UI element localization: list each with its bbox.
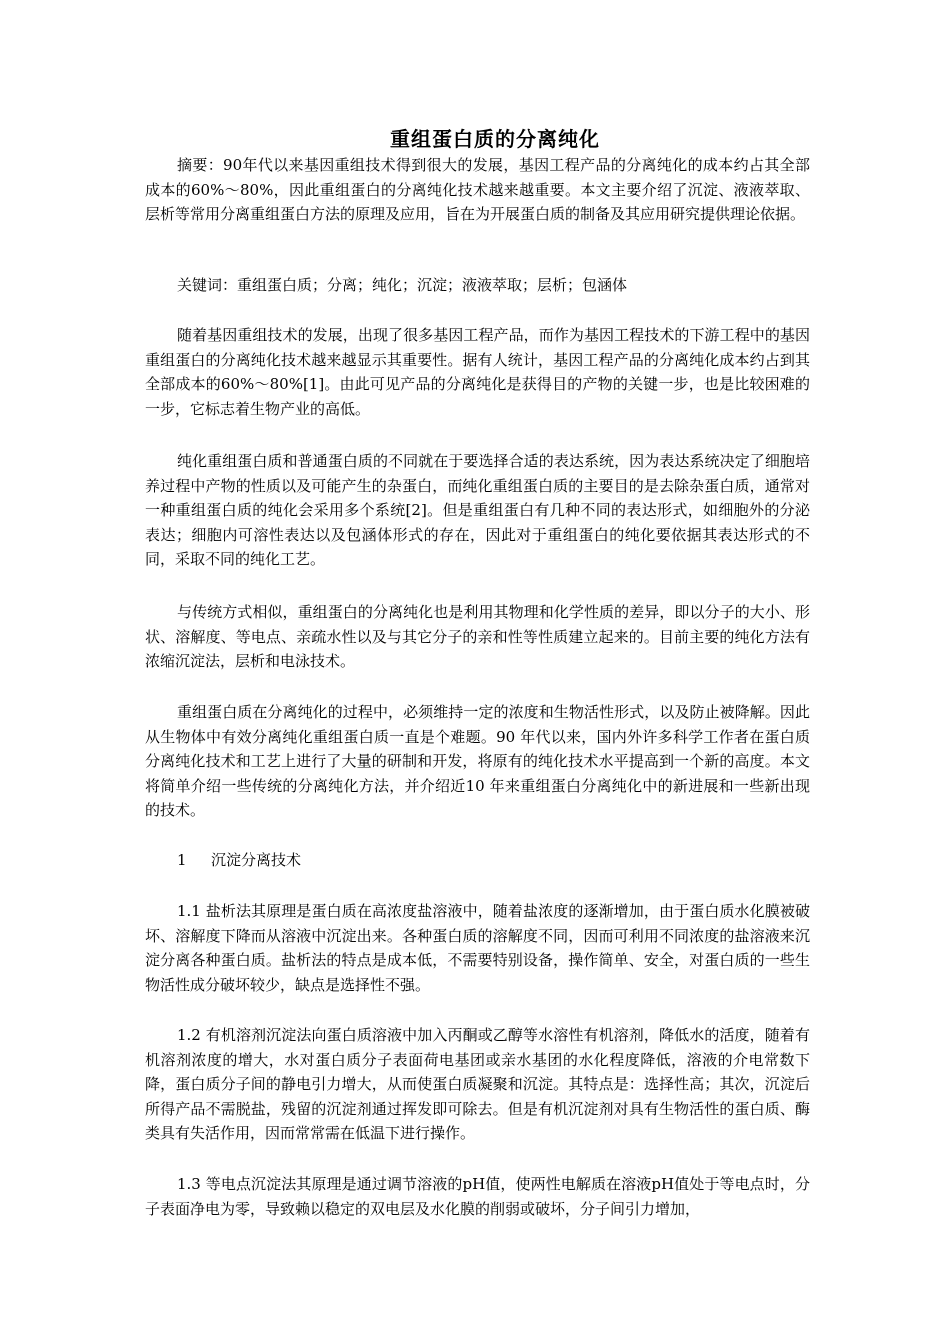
intro-paragraph-3: 与传统方式相似，重组蛋白的分离纯化也是利用其物理和化学性质的差异，即以分子的大小、形状、溶解度、等电点、亲疏水性以及与其它分子的亲和性等性质建立起来的。目前主要的纯化方法有浓缩沉淀法，层析和电泳技术。 [145, 603, 810, 670]
subsection-paragraph-1-1: 1.1 盐析法其原理是蛋白质在高浓度盐溶液中，随着盐浓度的逐渐增加，由于蛋白质水化膜被破坏、溶解度下降而从溶液中沉淀出来。各种蛋白质的溶解度不同，因而可利用不同浓度的盐溶液来沉淀分离各种蛋白质。盐析法的特点是成本低，不需要特别设备，操作简单、安全，对蛋白质的一些生物活性成分破坏较少，缺点是选择性不强。 [145, 902, 810, 994]
intro-paragraph-2: 纯化重组蛋白质和普通蛋白质的不同就在于要选择合适的表达系统，因为表达系统决定了细胞培养过程中产物的性质以及可能产生的杂蛋白，而纯化重组蛋白质的主要目的是去除杂蛋白质，通常对一种重组蛋白质的纯化会采用多个系统[2]。但是重组蛋白有几种不同的表达形式，如细胞外的分泌表达；细胞内可溶性表达以及包涵体形式的存在，因此对于重组蛋白的纯化要依据其表达形式的不同，采取不同的纯化工艺。 [145, 452, 810, 568]
document-title: 重组蛋白质的分离纯化 [390, 127, 600, 151]
abstract-paragraph: 摘要：90年代以来基因重组技术得到很大的发展，基因工程产品的分离纯化的成本约占其全部成本的60%～80%，因此重组蛋白的分离纯化技术越来越重要。本文主要介绍了沉淀、液液萃取、层析等常用分离重组蛋白方法的原理及应用，旨在为开展蛋白质的制备及其应用研究提供理论依据。 [145, 156, 810, 223]
intro-paragraph-4: 重组蛋白质在分离纯化的过程中，必须维持一定的浓度和生物活性形式，以及防止被降解。因此从生物体中有效分离纯化重组蛋白质一直是个难题。90 年代以来，国内外许多科学工作者在蛋白质分离纯化技术和工艺上进行了大量的研制和开发，将原有的纯化技术水平提高到一个新的高度。本文将简单介绍一些传统的分离纯化方法，并介绍近10 年来重组蛋白分离纯化中的新进展和一些新出现的技术。 [145, 703, 810, 819]
subsection-paragraph-1-2: 1.2 有机溶剂沉淀法向蛋白质溶液中加入丙酮或乙醇等水溶性有机溶剂，降低水的活度，随着有机溶剂浓度的增大，水对蛋白质分子表面荷电基团或亲水基团的水化程度降低，溶液的介电常数下降，蛋白质分子间的静电引力增大，从而使蛋白质凝聚和沉淀。其特点是：选择性高；其次，沉淀后所得产品不需脱盐，残留的沉淀剂通过挥发即可除去。但是有机沉淀剂对具有生物活性的蛋白质、酶类具有失活作用，因而常常需在低温下进行操作。 [145, 1026, 810, 1142]
section-title: 沉淀分离技术 [211, 851, 302, 869]
intro-paragraph-1: 随着基因重组技术的发展，出现了很多基因工程产品，而作为基因工程技术的下游工程中的基因重组蛋白的分离纯化技术越来越显示其重要性。据有人统计，基因工程产品的分离纯化成本约占到其全部成本的60%～80%[1]。由此可见产品的分离纯化是获得目的产物的关键一步，也是比较困难的一步，它标志着生物产业的高低。 [145, 326, 810, 418]
section-heading [177, 848, 301, 872]
subsection-paragraph-1-3: 1.3 等电点沉淀法其原理是通过调节溶液的pH值，使两性电解质在溶液pH值处于等电点时，分子表面净电为零，导致赖以稳定的双电层及水化膜的削弱或破坏，分子间引力增加， [145, 1175, 810, 1218]
section-number: 1 [177, 851, 187, 869]
keywords-paragraph: 关键词：重组蛋白质；分离；纯化；沉淀；液液萃取；层析；包涵体 [177, 276, 628, 294]
